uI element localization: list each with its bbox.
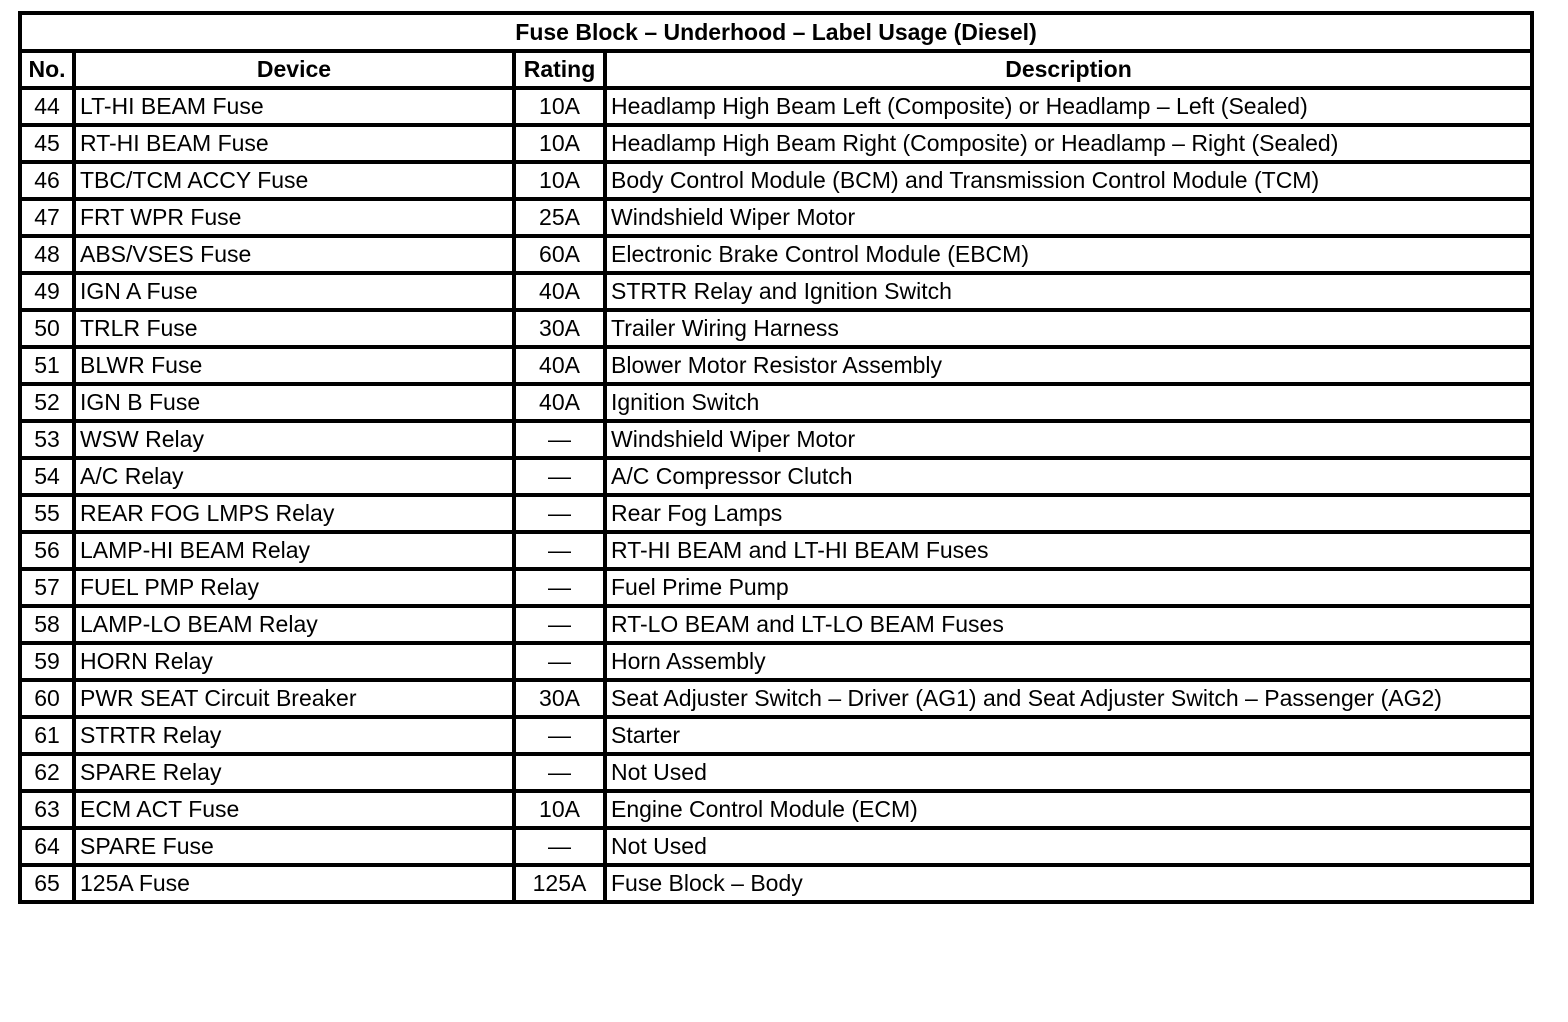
cell-device: PWR SEAT Circuit Breaker (74, 680, 514, 717)
cell-no: 62 (20, 754, 74, 791)
header-description: Description (605, 51, 1532, 88)
cell-no: 47 (20, 199, 74, 236)
cell-no: 59 (20, 643, 74, 680)
cell-device: IGN A Fuse (74, 273, 514, 310)
cell-no: 55 (20, 495, 74, 532)
cell-description: Seat Adjuster Switch – Driver (AG1) and Seat Adjuster Switch – Passenger (AG2) (605, 680, 1532, 717)
cell-device: STRTR Relay (74, 717, 514, 754)
cell-rating: — (514, 643, 605, 680)
cell-rating: — (514, 495, 605, 532)
table-head (20, 13, 1532, 88)
cell-device: FUEL PMP Relay (74, 569, 514, 606)
table-row (20, 791, 1532, 828)
table-row (20, 606, 1532, 643)
cell-device: BLWR Fuse (74, 347, 514, 384)
table-row (20, 236, 1532, 273)
header-rating: Rating (514, 51, 605, 88)
cell-description: RT-HI BEAM and LT-HI BEAM Fuses (605, 532, 1532, 569)
cell-device: LT-HI BEAM Fuse (74, 88, 514, 125)
cell-rating: 10A (514, 88, 605, 125)
table-row (20, 532, 1532, 569)
cell-device: RT-HI BEAM Fuse (74, 125, 514, 162)
header-no: No. (20, 51, 74, 88)
cell-description: A/C Compressor Clutch (605, 458, 1532, 495)
cell-rating: 30A (514, 680, 605, 717)
cell-description: Fuel Prime Pump (605, 569, 1532, 606)
cell-no: 54 (20, 458, 74, 495)
cell-rating: 25A (514, 199, 605, 236)
cell-rating: 60A (514, 236, 605, 273)
cell-no: 56 (20, 532, 74, 569)
cell-device: 125A Fuse (74, 865, 514, 902)
cell-device: SPARE Relay (74, 754, 514, 791)
cell-description: Ignition Switch (605, 384, 1532, 421)
cell-description: Windshield Wiper Motor (605, 199, 1532, 236)
cell-no: 52 (20, 384, 74, 421)
cell-rating: — (514, 717, 605, 754)
cell-description: Fuse Block – Body (605, 865, 1532, 902)
cell-device: SPARE Fuse (74, 828, 514, 865)
fuse-usage-table (18, 11, 1534, 904)
cell-description: Headlamp High Beam Left (Composite) or Headlamp – Left (Sealed) (605, 88, 1532, 125)
cell-device: TRLR Fuse (74, 310, 514, 347)
table-row (20, 310, 1532, 347)
table-row (20, 680, 1532, 717)
table-row (20, 88, 1532, 125)
cell-rating: 40A (514, 347, 605, 384)
cell-description: Electronic Brake Control Module (EBCM) (605, 236, 1532, 273)
cell-description: RT-LO BEAM and LT-LO BEAM Fuses (605, 606, 1532, 643)
cell-device: FRT WPR Fuse (74, 199, 514, 236)
cell-no: 45 (20, 125, 74, 162)
table-row (20, 643, 1532, 680)
cell-no: 51 (20, 347, 74, 384)
cell-device: REAR FOG LMPS Relay (74, 495, 514, 532)
cell-no: 48 (20, 236, 74, 273)
cell-device: IGN B Fuse (74, 384, 514, 421)
cell-description: Body Control Module (BCM) and Transmission Control Module (TCM) (605, 162, 1532, 199)
cell-rating: 40A (514, 273, 605, 310)
cell-rating: — (514, 569, 605, 606)
cell-no: 61 (20, 717, 74, 754)
table-row (20, 162, 1532, 199)
cell-description: Not Used (605, 754, 1532, 791)
cell-no: 58 (20, 606, 74, 643)
table-row (20, 754, 1532, 791)
table-row (20, 421, 1532, 458)
table-row (20, 347, 1532, 384)
cell-description: Windshield Wiper Motor (605, 421, 1532, 458)
cell-no: 49 (20, 273, 74, 310)
cell-device: ABS/VSES Fuse (74, 236, 514, 273)
table-row (20, 495, 1532, 532)
cell-no: 60 (20, 680, 74, 717)
cell-rating: — (514, 458, 605, 495)
cell-description: Starter (605, 717, 1532, 754)
cell-device: HORN Relay (74, 643, 514, 680)
table-row (20, 125, 1532, 162)
cell-no: 44 (20, 88, 74, 125)
cell-rating: — (514, 828, 605, 865)
header-device: Device (74, 51, 514, 88)
cell-rating: — (514, 532, 605, 569)
cell-no: 57 (20, 569, 74, 606)
cell-description: Blower Motor Resistor Assembly (605, 347, 1532, 384)
table-row (20, 384, 1532, 421)
cell-no: 65 (20, 865, 74, 902)
cell-rating: 30A (514, 310, 605, 347)
cell-rating: 10A (514, 162, 605, 199)
table-row (20, 828, 1532, 865)
cell-rating: — (514, 421, 605, 458)
table-row (20, 865, 1532, 902)
cell-device: A/C Relay (74, 458, 514, 495)
table-row (20, 569, 1532, 606)
cell-device: LAMP-LO BEAM Relay (74, 606, 514, 643)
cell-device: TBC/TCM ACCY Fuse (74, 162, 514, 199)
cell-description: Headlamp High Beam Right (Composite) or Headlamp – Right (Sealed) (605, 125, 1532, 162)
cell-description: Trailer Wiring Harness (605, 310, 1532, 347)
table-row (20, 717, 1532, 754)
title-row (20, 13, 1532, 51)
cell-description: STRTR Relay and Ignition Switch (605, 273, 1532, 310)
cell-rating: — (514, 754, 605, 791)
cell-no: 50 (20, 310, 74, 347)
cell-rating: 10A (514, 791, 605, 828)
cell-description: Horn Assembly (605, 643, 1532, 680)
cell-rating: 10A (514, 125, 605, 162)
cell-description: Rear Fog Lamps (605, 495, 1532, 532)
table-row (20, 273, 1532, 310)
cell-rating: — (514, 606, 605, 643)
header-row (20, 51, 1532, 88)
cell-rating: 40A (514, 384, 605, 421)
cell-no: 53 (20, 421, 74, 458)
table-row (20, 458, 1532, 495)
table-title: Fuse Block – Underhood – Label Usage (Diesel) (20, 13, 1532, 51)
cell-description: Engine Control Module (ECM) (605, 791, 1532, 828)
table-body (20, 88, 1532, 902)
cell-no: 63 (20, 791, 74, 828)
cell-no: 46 (20, 162, 74, 199)
cell-description: Not Used (605, 828, 1532, 865)
cell-device: ECM ACT Fuse (74, 791, 514, 828)
cell-device: WSW Relay (74, 421, 514, 458)
cell-rating: 125A (514, 865, 605, 902)
table-row (20, 199, 1532, 236)
cell-no: 64 (20, 828, 74, 865)
cell-device: LAMP-HI BEAM Relay (74, 532, 514, 569)
